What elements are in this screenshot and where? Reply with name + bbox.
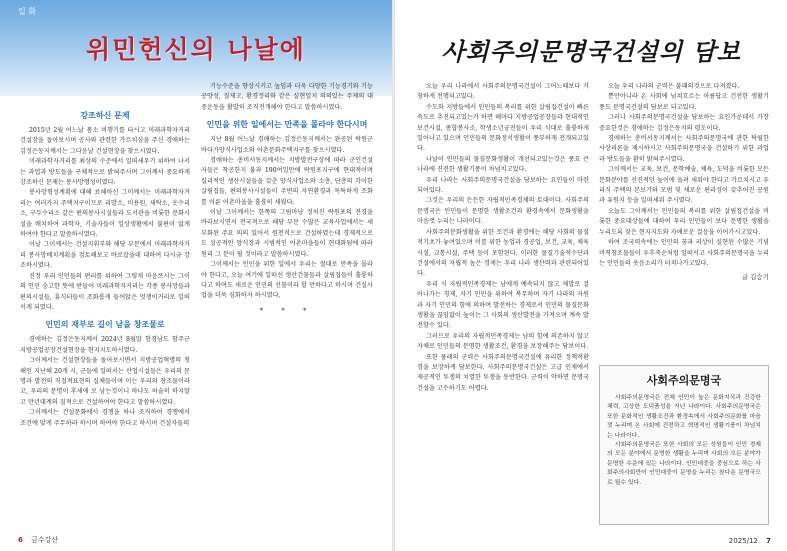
paragraph: 이날 그이께서는 한쪽의 그림마냥 정처진 락원포의 전경을 바라보시면서 전국적으로 해당 부문 수많은 교육사업에서는 세부화된 주요 의의 있어서 원천적으로 건설하였는데 경제적으로도 성공적인 양식장과 시범적인 어촌마을들이 현대화됨에 따라 원리 그 분이 될 것이라고 말씀하시였다.	[201, 209, 373, 258]
paragraph: 그이께서는 건설문화에서 경쟁을 하나 조직하여 경쟁에서 조건에 맞게 주무하라 하시며 하여야 한다고 하시며 건설자들의	[20, 409, 190, 427]
right-page-title: 사회주의문명국건설의 담보	[441, 37, 741, 66]
paragraph: 2015년 2월 어느날 몸소 비행기를 타시고 미래과학자거리건설장을 돌아보시며 공사와 관련한 가르치심을 주신 경애하는 김정은동지께서는 그다음날 건설현장을 찾으시였다.	[20, 127, 190, 155]
right-footer	[729, 537, 771, 545]
paragraph: 경애하는 총비서동지께서는 지방발전구상에 따라 군인건설자들은 착공한지 불과 190여일만에 락원포지구에 현대적이며 실리적인 생산시설들을 갖춘 양식사업소와 소층, 단층의 각이한 살림집들, 편의봉사시설들이 주변의 자연환경과 독특하게 조화를 이룬 어촌마을을 훌륭히 세웠다.	[201, 157, 373, 206]
paragraph: 이날 그이께서는 건설지휘부와 해당 부문에서 미래과학자거리 봉사망배치계획을 검토해보고 바로잡을데 대하여 다시금 강조하시였다.	[20, 241, 190, 270]
subheading: 인민의 재부로 길이 남을 창조물로	[45, 320, 165, 330]
paragraph: 그이께서는 교육, 보건, 문학예술, 체육, 도덕을 비롯한 모든 문화분야를 선진적인 높이에 올려 세워야 한다고 가르치시고 우리식 주택의 본보기와 모범 및 새로운 편리성이 갖추어진 공원과 유원지 등을 일떠세워 주시였다.	[599, 166, 769, 205]
glossary-box	[599, 365, 769, 525]
paragraph: 우리 식 자립적민족경제는 남에게 예속되지 않고 제발로 걸어나가는 경제, 자기 인민을 위하여 복무하며 자기 나라의 자원과 자기 인민의 힘에 의하여 발전하는 경제로서 인민의 물질문화생활을 끊임없이 높이는 그 사회의 생산발전을 가져오며 계속 발전할수 있다.	[417, 280, 589, 330]
left-page	[0, 0, 392, 551]
page-number: 7	[766, 537, 771, 545]
subheading: 인민을 위한 일에서는 만족을 몰라야 한다시며	[206, 120, 368, 130]
paragraph: 경애하는 김정은동지께서 2024년 8월말 함경남도 함주군 지방공업공장건설현장을 현지지도하시였다.	[20, 336, 190, 354]
paragraph: 지난 8월 어느날 경애하는 김정은동지께서는 완공된 락원군바다가양식사업소와 어촌문화주택지구를 찾으시였다.	[201, 136, 373, 154]
paragraph: 우리 나라는 사회주의문명국건설을 담보하는 요인들이 마련되어있다.	[417, 176, 589, 195]
paragraph: 미래과학자거리를 최상의 수준에서 일떠세우기 위하여 나서는 과업과 방도들을 구체적으로 밝혀주시며 그이께서 중요하게 강조하신 문제는 봉사망형성이였다.	[20, 158, 190, 187]
paragraph: 하여 조국력속에는 인민의 꿈과 리상이 실현된 수많은 기념비적창조물들이 우후죽순처럼 일떠서고 사회주의문명국을 누리는 인민들의 웃음소리가 터쳐나가고있다.	[599, 239, 769, 267]
section-tag: 일 화	[18, 7, 36, 16]
right-column-1	[417, 82, 589, 394]
paragraph: 진정 우리 인민들의 편리를 위하여 그렇게 마음쓰시는 그이의 인민 숭고한 뜻에 받들어 미래과학자거리는 각종 봉사망들과 편의시설들, 휴식터들이 조화롭게 들어앉은 멋쟁이거리로 일떠서게 되였다.	[20, 272, 190, 311]
paragraph: 경애하는 총비서동지께서는 사회주의문명국에 관한 탁월한 사상리론을 제시하시고 사회주의문명국을 건설하기 위한 과업과 방도들을 환히 밝혀주시였다.	[599, 135, 769, 163]
paragraph: 봉사망형성계획에 대해 료해하신 그이께서는 미래과학자거리는 여러가지 주택지구이므로 리발소, 미용원, 세탁소, 옷수리소, 구두수리소 같은 편의봉사시설들과 도서관을 비롯한 문화시설을 배치하여 과학자, 기술자들이 일상생활에서 불편이 없게 하여야 한다고 말씀하시였다.	[20, 189, 190, 239]
paragraph: 그러므로 우리의 자립적민족경제는 남의 힘에 의존하지 않고 자체로 인민들의 문명한 생활조건, 환경을 보장해주는 담보이다.	[417, 332, 589, 351]
paragraph: 사회주의문화생활을 위한 조건과 환경에는 해당 사회의 물질적기초가 놓여있으며 이를 위한 농업과 경공업, 보건, 교육, 체육시설, 교통시설, 주택 등이 포함된다. 이러한 물질기술적수단과 건설에서의 자립적 높은 경제는 우리 나라 생산력과 관련되어있다.	[417, 228, 589, 278]
section-divider-stars: * * *	[259, 306, 315, 315]
paragraph: 수도와 지방들에서 인민들의 복리를 위한 살림집건설이 빠른 속도로 추진되고있는가 하면 해마다 지방공업공장들과 현대적인 보건시설, 종합봉사소, 학생소년궁전들이 우리 식대로 훌륭하게 일어나고 있으며 인민들의 문화정서생활이 풍부하게 전개되고있다.	[417, 103, 589, 153]
right-column-2	[599, 82, 769, 283]
right-page	[395, 0, 787, 551]
paragraph: 오늘 우리 나라의 군력은 불패의것으로 다져졌다.	[608, 83, 740, 90]
paragraph: 그것은 우리의 든든한 자립적민족경제의 토대이다. 사회주의문명국은 인민들이 문명한 생활조건과 환경속에서 문화생활을 마음껏 누리는 나라이다.	[417, 197, 589, 226]
paragraph: 그이께서는 인민을 위한 일에서 우리는 절대로 만족을 몰라야 한다고, 오늘 여기에 일떠선 생산건물들과 살림집들이 훌륭하다고 하여도 새로운 인민의 선물이라 할 만하다고 하시며 건설사업을 더욱 심화하자 하시였다.	[201, 261, 373, 300]
paragraph: 그러나 사회주의문명국건설을 담보하는 요인가운데서 가장 중요한것은 경애하는 김정은동지의 령도이다.	[599, 114, 769, 132]
left-column-2	[201, 82, 373, 316]
page-number: 6	[18, 536, 23, 544]
paragraph: 나날이 인민들의 물질문화생활이 개선되고있는것은 풍요 큰 나라에 진전한 생활기풍이 차넘치고있다.	[417, 155, 589, 174]
glossary-text	[607, 394, 761, 488]
left-page-title: 위민헌신의 나날에	[86, 35, 306, 64]
paragraph: 사회주의문명국은 전체 인민이 높은 문화지식과 건강한 체력, 고상한 도덕품성을 지닌 나라이다. 사회주의문명국은 또한 문화적인 생활조건과 환경속에서 사회주의문화를 마음껏 누리며 온 사회에 건전하고 혁명적인 생활기풍이 차넘치는 나라이다.	[607, 395, 761, 439]
paragraph: 기능수준을 향상시키고 높임과 더욱 다양한 기능경기와 기능공양성, 질제고, 환경정리와 같은 실현일지 의의있는 주제의 대중운동을 활발히 조직전개해야 한다고 말씀하시였다.	[201, 83, 373, 111]
left-column-1	[20, 104, 190, 429]
paragraph: 사회주의문명국은 또한 사회의 모든 성원들이 인민 경제의 모든 분야에서 문명한 생활을 누리며 사회의 모든 분야가 문명한 수준에 있는 나라이다. 인민대중을 중심으로 하는 사회주의사회만이 인민대중이 문명을 누리는 참다운 문명국으로 될수 있다.	[607, 442, 761, 486]
issue-date: 2025/12	[728, 537, 758, 545]
paragraph: 그이께서는 건설현장들을 돌아보시면서 지방공업혁명의 첫해인 지난해 20개 시, 군들에 일떠서는 산업시설들은 우리의 문명과 발전의 직접적표현의 실체들이며 이는 우리의 창조물이라고, 우리의 문명이 후세에 로 남는것이니 하나도 허술히 하지말고 만년대계의 질적으로 건설하여야 한다고 말씀하시였다.	[20, 357, 190, 406]
paragraph: 또한 풀레의 군력은 사회주의문명국건설에 유리한 정책적환경을 보장하게 담보한다. 사회주의문명국건설은 고급 인재에서 제공적인 투쟁의 치열한 투쟁을 동반한다. 군력이 약하면 문명국건설을 고수하기도 어렵다.	[417, 353, 589, 392]
magazine-name: 금수강산	[31, 536, 59, 544]
paragraph: 오늘도 그이께서는 인민들의 복리를 위한 살림집건설을 비롯한 중요대상들에 대하여 우리 인민들이 보다 문명한 생활을 누리도록 잦은 현지지도와 자애로운 걸음을 이어가시고있다.	[599, 207, 769, 236]
paragraph: 오늘 우리 나라에서 사회주의문명국건설이 그어느때보다 거창하게 전행되고있다.	[417, 83, 589, 101]
subheading: 강조하신 문제	[80, 111, 130, 120]
glossary-title: 사회주의문명국	[646, 374, 722, 387]
paragraph: 뿐만아니라 온 사회에 넘쳐흐르는 아름답고 건전한 생활기풍도 문명국건설의 담보로 되고있다.	[599, 93, 769, 111]
left-footer	[18, 535, 58, 545]
author-byline: 글 김승기	[741, 273, 769, 282]
